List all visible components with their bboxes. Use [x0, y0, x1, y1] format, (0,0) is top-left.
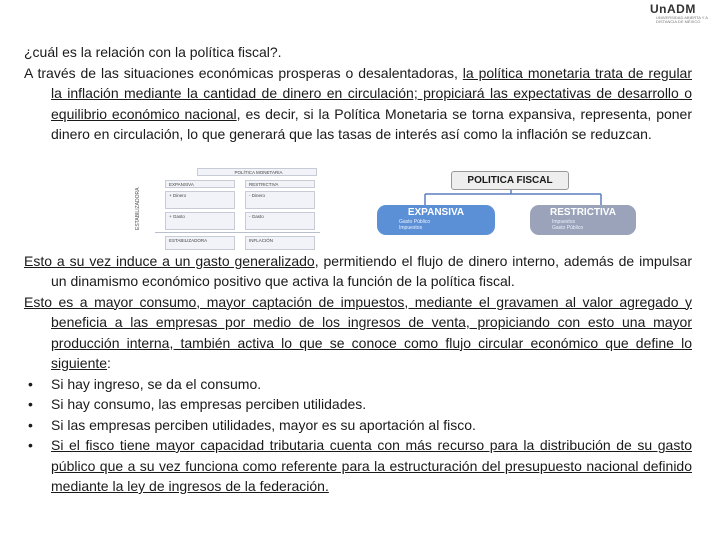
paragraph-gasto-generalizado [24, 251, 692, 292]
table-cell-mas-dinero: + Dinero [165, 191, 235, 209]
restrictiva-item-impuestos: Impuestos [552, 219, 576, 225]
bullet-dot: • [28, 416, 33, 433]
restrictiva-item-gasto: Gasto Público [552, 225, 584, 231]
bullet-text: Si el fisco tiene mayor capacidad tributaria cuenta con más recurso para la distribución de su gasto público que a su vez funciona como referente para la estructuración del presupuesto nacional definido mediante la ley de ingresos de la federación. [51, 437, 692, 494]
paragraph-monetary-policy [24, 63, 692, 145]
question-line: ¿cuál es la relación con la política fiscal?. [24, 44, 282, 60]
monetary-policy-table-image [135, 168, 397, 250]
bullet-utilidades [24, 415, 692, 436]
bullet-dot: • [28, 375, 33, 392]
bullet-text: Si hay consumo, las empresas perciben utilidades. [51, 396, 367, 412]
expansiva-item-impuestos: Impuestos [399, 225, 423, 231]
bullet-ingreso [24, 374, 692, 395]
logo-name: UnADM [650, 2, 696, 16]
bullet-consumo [24, 394, 692, 415]
para1-underlined: la política monetaria trata de regular la inflación mediante la cantidad de dinero en circulación; propiciará las expectativas de desarrollo o equilibrio económico nacional [51, 64, 693, 122]
para1-tail: , es decir, si la Política Monetaria se torna expansiva, representa, poner dinero en circulación, lo que generará que las tasas de interés así como la inflación se reduzcan. [51, 105, 692, 142]
bullet-dot: • [28, 437, 33, 453]
expansiva-label: EXPANSIVA [407, 207, 465, 218]
fiscal-expansiva-box [377, 205, 495, 235]
table-cell-inflacion: INFLACIÓN [245, 236, 315, 250]
table-cell-menos-dinero: - Dinero [245, 191, 315, 209]
bullet-dot: • [28, 396, 33, 412]
logo-subtitle: UNIVERSIDAD ABIERTA Y A DISTANCIA DE MÉXICO [656, 15, 708, 24]
bullet-text: Si las empresas perciben utilidades, mayor es su aportación al fisco. [51, 416, 476, 433]
table-cell-restrictiva: RESTRICTIVA [245, 180, 315, 188]
restrictiva-label: RESTRICTIVA [550, 207, 616, 218]
fiscal-restrictiva-box [530, 205, 636, 235]
table-header-cell: POLÍTICA MONETARIA [197, 168, 317, 176]
table-cell-expansiva: EXPANSIVA [165, 180, 235, 188]
bullet-fisco [24, 435, 692, 497]
table-cell-menos-gasto: - Gasto [245, 212, 315, 230]
table-cell-estabilizadora: ESTABILIZADORA [165, 236, 235, 250]
para3-tail: : [107, 355, 111, 371]
para3-underlined: Esto es a mayor consumo, mayor captación de impuestos, mediante el gravamen al valor agregado y beneficia a las empresas por medio de los ingresos de venta, propiciando con esto una mayor producción interna, también activa lo que se conoce como flujo circular económico que define lo siguiente [24, 293, 692, 371]
paragraph-consumo [24, 292, 692, 374]
table-side-label: ESTABILIZADORA [135, 187, 141, 231]
fiscal-policy-title: POLITICA FISCAL [451, 171, 569, 190]
para2-underlined: Esto a su vez induce a un gasto generalizado [24, 252, 315, 269]
figures-row [105, 165, 616, 250]
table-divider [155, 232, 320, 233]
para1-lead: A través de las situaciones económicas prosperas o desalentadoras, [24, 64, 463, 81]
slide-body [24, 42, 692, 497]
expansiva-item-gasto: Gasto Público [399, 219, 431, 225]
bullet-text: Si hay ingreso, se da el consumo. [51, 375, 262, 392]
unadm-logo [650, 2, 716, 22]
table-cell-mas-gasto: + Gasto [165, 212, 235, 230]
para2-tail: , permitiendo el flujo de dinero interno, además de impulsar un dinamismo económico positivo que activa la función de la política fiscal. [51, 252, 692, 289]
